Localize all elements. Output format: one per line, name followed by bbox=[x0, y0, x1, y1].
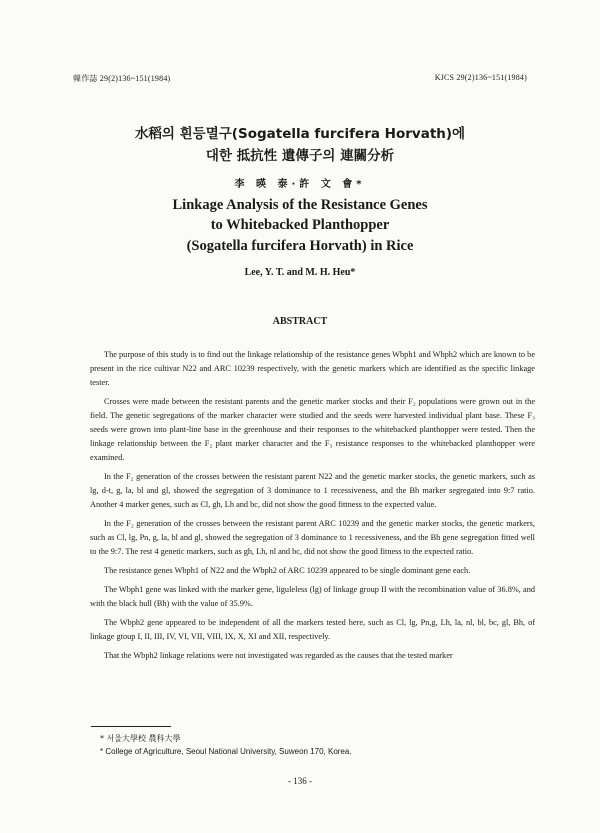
abstract-paragraph: That the Wbph2 linkage relations were not investigated was regarded as the causes that the tested marker bbox=[104, 651, 453, 660]
korean-title-line-1: 水稻의 흰등멸구(Sogatella furcifera Horvath)에 bbox=[134, 126, 466, 142]
english-authors: Lee, Y. T. and M. H. Heu* bbox=[244, 267, 356, 278]
abstract-paragraph: In the F₂ generation of the crosses between the resistant parent N22 and the genetic marker stocks, the genetic markers, such as lg, d-t, g, la, bl and gl, showed the segregation of 3 dominance to 1 recessiveness, and the Bh marker segregated into 9:7 ratio. Another 4 marker genes, such as Cl, gh, Lh and bc, did not show the good fittness to the expected value. bbox=[90, 472, 535, 509]
page-number: - 136 - bbox=[288, 776, 312, 786]
journal-citation-korean: 韓作誌 29(2)136~151(1984) bbox=[73, 74, 171, 83]
journal-citation-english: KJCS 29(2)136~151(1984) bbox=[434, 73, 527, 82]
abstract-paragraph: The Wbph2 gene appeared to be independent of all the markers tested here, such as Cl, lg, Pn,g, Lh, la, nl, bl, bc, gl, Bh, of linkage gtoup I, II, III, IV, VI, VII, VIII, IX, X, XI and XII, respectively. bbox=[90, 618, 535, 641]
abstract-body bbox=[90, 348, 535, 668]
english-title-line-2: to Whitebacked Planthopper bbox=[210, 217, 390, 233]
footnote-korean-affiliation: * 서울大學校 農科大學 bbox=[100, 734, 181, 743]
english-title-line-3: (Sogatella furcifera Horvath) in Rice bbox=[186, 238, 414, 254]
abstract-paragraph: The Wbph1 gene was linked with the marker gene, liguleless (lg) of linkage group II with the recombination value of 36.8%, and with the black hull (Bh) with the value of 35.9%. bbox=[90, 585, 535, 608]
abstract-paragraph: Crosses were made between the resistant parents and the genetic marker stocks and their F₂ populations were grown out in the field. The genetic segregations of the marker character were studied and the seeds were harvested individual plant base. These F₃ seeds were grown into plant-line base in the greenhouse and their responses to the whitebacked planthopper were tested. Then the linkage relationship between the F₂ plant marker character and the F₃ resistance responses to the whitebacked planthopper were examined. bbox=[90, 397, 535, 462]
abstract-paragraph: In the F₂ generation of the crosses between the resistant parent ARC 10239 and the genetic marker stocks, the genetic markers, such as Cl, lg, Pn, g, la, bl and gl, showed the segregation of 3 dominance to 1 recessiveness, and the Bh gene segregation fitted well to the 9:7. The rest 4 genetic markers, such as gh, Lh, nl and bc, did not show the good fitness to the expected ratio. bbox=[90, 519, 535, 556]
korean-title-line-2: 대한 抵抗性 遺傳子의 連關分析 bbox=[205, 148, 395, 164]
english-title-line-1: Linkage Analysis of the Resistance Genes bbox=[172, 197, 428, 213]
abstract-paragraph: The resistance genes Wbph1 of N22 and the Wbph2 of ARC 10239 appeared to be single dominant gene each. bbox=[104, 566, 471, 575]
korean-authors: 李 暎 泰·許 文 會* bbox=[234, 179, 366, 190]
footnote-divider bbox=[91, 726, 171, 727]
abstract-heading: ABSTRACT bbox=[272, 316, 328, 327]
abstract-paragraph: The purpose of this study is to find out the linkage relationship of the resistance genes Wbph1 and Wbph2 which are known to be present in the rice cultivar N22 and ARC 10239 respectively, with the genetic markers which are identified as the specific linkage tester. bbox=[90, 350, 535, 387]
footnote-english-affiliation: * College of Agriculture, Seoul National University, Suweon 170, Korea. bbox=[100, 747, 352, 756]
